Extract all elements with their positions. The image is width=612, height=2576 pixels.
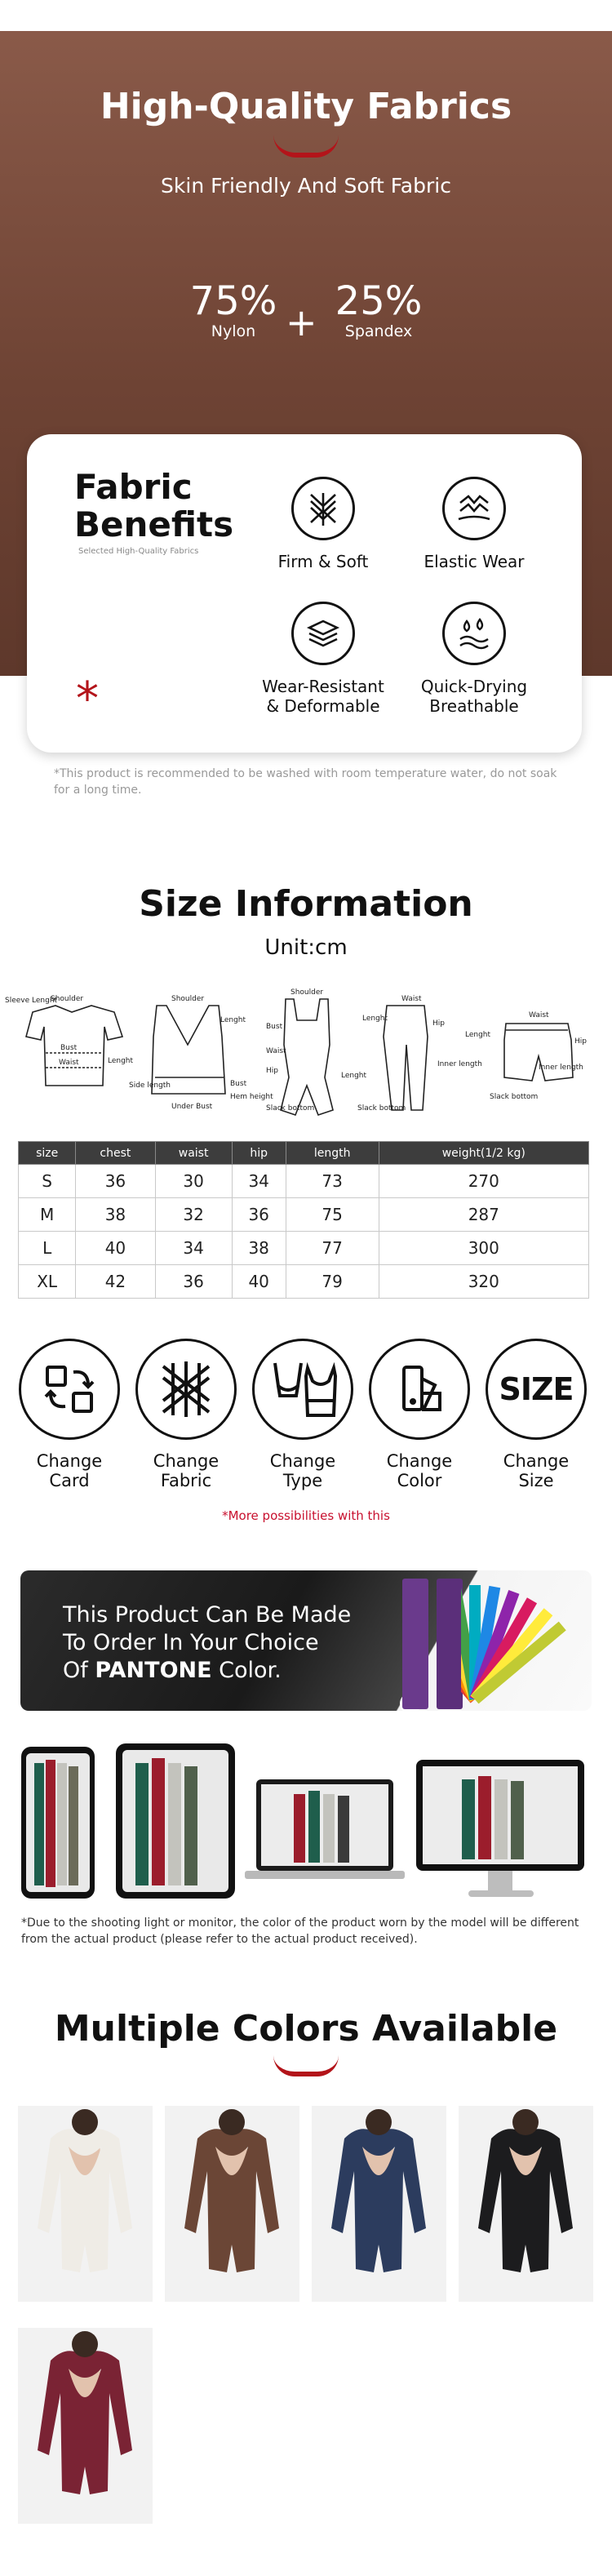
pantone-text <box>63 1601 351 1685</box>
diagram-label: Shoulder <box>171 995 205 1003</box>
bodysuit-shape <box>184 2129 279 2272</box>
pantone-line: This Product Can Be Made <box>63 1602 352 1628</box>
asterisk-decoration: * <box>76 673 99 726</box>
pantone-banner <box>20 1570 592 1711</box>
device-color-preview <box>0 1739 612 1918</box>
bra-icon <box>252 1339 353 1440</box>
table-cell: 287 <box>379 1198 588 1232</box>
pantone-line-pre: Of <box>63 1658 95 1683</box>
table-cell: 32 <box>155 1198 232 1232</box>
diagram-label: Lenght <box>341 1072 367 1080</box>
table-row <box>19 1232 589 1265</box>
table-header: length <box>286 1142 379 1165</box>
droplets-icon <box>442 602 506 665</box>
table-cell: 38 <box>76 1198 155 1232</box>
benefit-label: Firm & Soft <box>277 552 369 571</box>
title-underline-decoration <box>273 135 339 158</box>
bodysuit-shape <box>38 2351 132 2494</box>
formula-guide-book <box>402 1579 428 1709</box>
composition-material: Nylon <box>211 322 256 340</box>
pantone-brand: PANTONE <box>95 1658 212 1683</box>
bodysuit-shape <box>478 2129 573 2272</box>
colors-title: Multiple Colors Available <box>54 2008 558 2050</box>
diagram-label: Inner length <box>539 1064 583 1072</box>
bodysuit-shape <box>38 2129 132 2272</box>
model-head <box>366 2109 392 2135</box>
fabric-title: High-Quality Fabrics <box>100 86 512 127</box>
color-swatch-icon <box>369 1339 470 1440</box>
swap-card-icon <box>19 1339 120 1440</box>
fabric-weave-icon <box>291 477 355 540</box>
diagram-label: Lenght <box>108 1057 134 1065</box>
pantone-line: To Order In Your Choice <box>63 1630 319 1655</box>
benefit-elastic-wear <box>397 477 552 571</box>
device-color-disclaimer: *Due to the shooting light or monitor, the color of the product worn by the model will be different from the actual product (please refer to the actual product received). <box>21 1916 579 1946</box>
diagram-label: Lenght <box>220 1016 246 1024</box>
table-cell: 36 <box>232 1198 286 1232</box>
diagram-label: Hem height <box>230 1093 273 1101</box>
composition-percent: 75% <box>189 278 277 324</box>
table-cell: S <box>19 1165 76 1198</box>
table-cell: 300 <box>379 1232 588 1265</box>
table-header: chest <box>76 1142 155 1165</box>
diagram-label: Hip <box>266 1067 278 1075</box>
table-cell: 40 <box>232 1265 286 1299</box>
more-possibilities-note: *More possibilities with this <box>222 1508 390 1523</box>
bodysuit-diagram <box>281 999 333 1115</box>
diagram-label: Waist <box>266 1047 286 1055</box>
diagram-label: Side length <box>129 1081 171 1090</box>
option-label: Change Color <box>386 1451 453 1490</box>
size-table <box>18 1141 589 1299</box>
bodysuit-shape <box>331 2129 426 2272</box>
leggings-diagram <box>384 1006 428 1110</box>
table-cell: 34 <box>155 1232 232 1265</box>
size-unit: Unit:cm <box>264 935 348 960</box>
composition-material: Spandex <box>344 322 413 340</box>
table-cell: 30 <box>155 1165 232 1198</box>
fabric-benefits-card <box>27 434 582 753</box>
diagram-label: Slack bottom <box>266 1104 315 1113</box>
table-cell: 79 <box>286 1265 379 1299</box>
stretch-icon <box>442 477 506 540</box>
benefit-quick-drying <box>397 602 552 716</box>
benefit-wear-resistant <box>246 602 401 716</box>
benefit-label: Elastic Wear <box>424 552 525 571</box>
table-cell: 270 <box>379 1165 588 1198</box>
diagram-label: Inner length <box>437 1060 482 1068</box>
table-header-row <box>19 1142 589 1165</box>
table-cell: 34 <box>232 1165 286 1198</box>
table-cell: XL <box>19 1265 76 1299</box>
benefit-firm-soft <box>246 477 401 571</box>
vest-top-diagram <box>152 1006 225 1094</box>
benefits-title-line: Benefits <box>74 504 234 544</box>
diagram-label: Bust <box>266 1023 283 1031</box>
table-cell: 77 <box>286 1232 379 1265</box>
size-diagram <box>0 988 612 1126</box>
size-text-icon <box>486 1339 587 1440</box>
table-cell: M <box>19 1198 76 1232</box>
benefits-title-line: Fabric <box>74 467 193 507</box>
title-underline-decoration <box>273 2055 339 2076</box>
benefit-label: Quick-Drying Breathable <box>420 677 528 716</box>
table-row <box>19 1265 589 1299</box>
diagram-label: Bust <box>230 1080 247 1088</box>
option-label: Change Size <box>503 1451 570 1490</box>
formula-guide-book <box>437 1579 463 1709</box>
table-cell: 73 <box>286 1165 379 1198</box>
color-option-photo[interactable] <box>165 2106 299 2302</box>
table-header: weight(1/2 kg) <box>379 1142 588 1165</box>
option-change-size <box>478 1339 594 1490</box>
size-icon-text: SIZE <box>499 1371 574 1407</box>
diagram-label: Slack bottom <box>357 1104 406 1113</box>
table-cell: 38 <box>232 1232 286 1265</box>
diagram-label: Sleeve Lenght <box>5 997 58 1005</box>
pantone-line <box>63 1657 351 1685</box>
size-title: Size Information <box>139 883 473 925</box>
laptop-device <box>245 1779 405 1879</box>
diagram-label: Hip <box>574 1037 587 1046</box>
table-cell: 36 <box>155 1265 232 1299</box>
pantone-line-post: Color. <box>211 1658 282 1683</box>
diagram-label: Shoulder <box>290 988 324 997</box>
table-row <box>19 1198 589 1232</box>
model-head <box>72 2331 98 2357</box>
option-label: Change Type <box>269 1451 336 1490</box>
color-option-photo[interactable] <box>18 2328 153 2524</box>
plus-sign: + <box>286 300 317 344</box>
option-label: Change Card <box>36 1451 103 1490</box>
diagram-label: Waist <box>529 1011 549 1019</box>
diagram-label: Bust <box>60 1044 78 1052</box>
table-header: waist <box>155 1142 232 1165</box>
fabric-subtitle: Skin Friendly And Soft Fabric <box>161 174 451 198</box>
option-change-card <box>11 1339 127 1490</box>
option-change-color <box>361 1339 477 1490</box>
benefits-subtitle: Selected High-Quality Fabrics <box>78 547 199 556</box>
diagram-label: Under Bust <box>171 1103 213 1111</box>
option-change-fabric <box>128 1339 244 1490</box>
diagram-label: Lenght <box>465 1031 491 1039</box>
table-cell: 36 <box>76 1165 155 1198</box>
tablet-device <box>116 1743 235 1899</box>
model-head <box>512 2109 539 2135</box>
model-head <box>219 2109 245 2135</box>
composition-nylon <box>184 280 282 340</box>
diagram-label: Waist <box>59 1059 79 1067</box>
diagram-label: Hip <box>432 1019 445 1028</box>
composition-percent: 25% <box>335 278 423 324</box>
table-row <box>19 1165 589 1198</box>
diagram-label: Shoulder <box>51 995 84 1003</box>
color-option-photo[interactable] <box>18 2106 153 2302</box>
table-cell: 75 <box>286 1198 379 1232</box>
desktop-monitor-device <box>416 1760 584 1897</box>
color-option-photo[interactable] <box>459 2106 593 2302</box>
benefits-title <box>74 469 233 544</box>
color-fan-icon <box>461 1577 592 1708</box>
wash-note: *This product is recommended to be washed with room temperature water, do not soak for a long time. <box>54 767 557 797</box>
composition-spandex <box>330 280 428 340</box>
phone-device <box>21 1747 95 1899</box>
option-label: Change Fabric <box>153 1451 220 1490</box>
diagram-label: Slack bottom <box>490 1093 539 1101</box>
fabric-weave-icon <box>135 1339 237 1440</box>
diagram-label: Lenght <box>362 1015 388 1023</box>
table-header: size <box>19 1142 76 1165</box>
table-cell: 320 <box>379 1265 588 1299</box>
layers-icon <box>291 602 355 665</box>
benefit-label: Wear-Resistant & Deformable <box>262 677 384 716</box>
table-cell: L <box>19 1232 76 1265</box>
table-header: hip <box>232 1142 286 1165</box>
shorts-diagram <box>504 1024 573 1081</box>
model-head <box>72 2109 98 2135</box>
option-change-type <box>245 1339 361 1490</box>
color-option-photo[interactable] <box>312 2106 446 2302</box>
table-cell: 40 <box>76 1232 155 1265</box>
table-cell: 42 <box>76 1265 155 1299</box>
diagram-label: Waist <box>401 995 422 1003</box>
